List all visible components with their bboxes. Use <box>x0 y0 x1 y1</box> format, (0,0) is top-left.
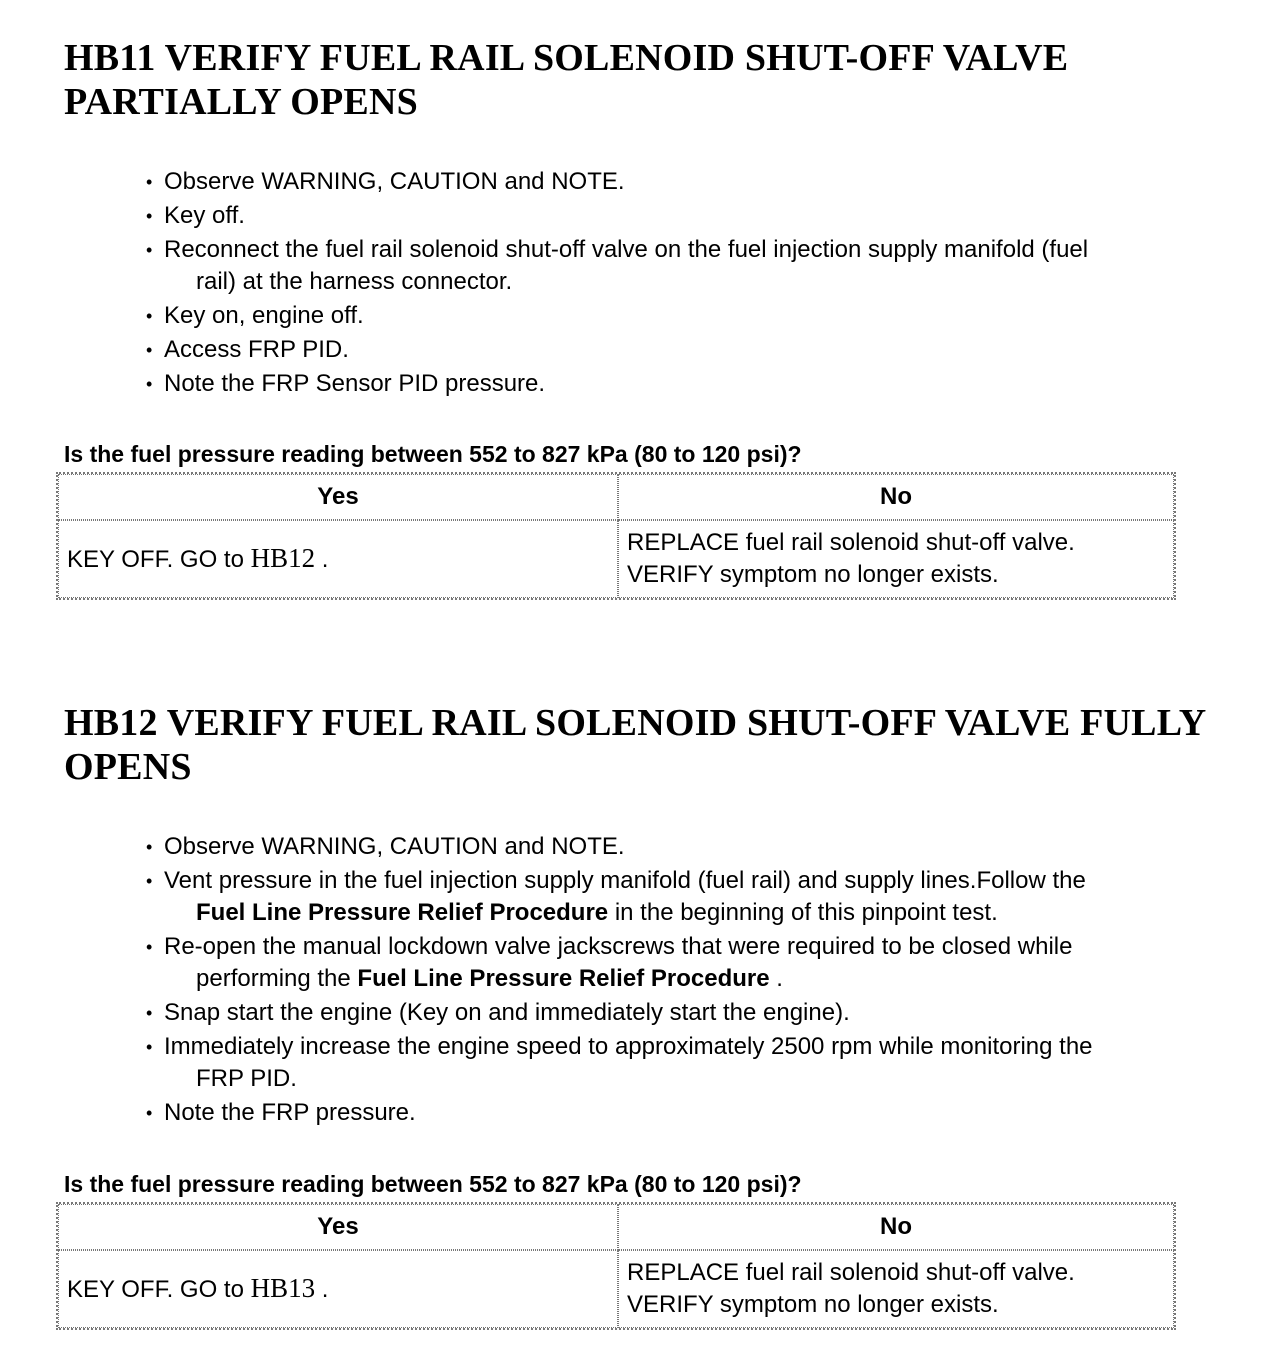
bullet-icon: • <box>146 1003 153 1023</box>
hb12-result-table <box>56 1202 1176 1330</box>
hb12-link[interactable]: HB12 <box>250 543 316 573</box>
table-row <box>58 1250 1174 1328</box>
no-header: No <box>618 1204 1174 1250</box>
yes-cell: KEY OFF. GO to HB12 . <box>58 520 618 598</box>
yes-header: Yes <box>58 1204 618 1250</box>
bullet-icon: • <box>146 206 153 226</box>
bullet-icon: • <box>146 306 153 326</box>
hb11-step-list <box>146 166 1256 402</box>
bullet-icon: • <box>146 871 153 891</box>
list-item: • Reconnect the fuel rail solenoid shut-off valve on the fuel injection supply manifold (fuel rail) at the harness connector. <box>146 236 1089 295</box>
bullet-icon: • <box>146 1037 153 1057</box>
list-item: • Access FRP PID. <box>146 334 1256 366</box>
procedure-reference: Fuel Line Pressure Relief Procedure <box>357 965 770 992</box>
hb11-question: Is the fuel pressure reading between 552 to 827 kPa (80 to 120 psi)? <box>64 441 802 467</box>
table-header-row <box>58 1204 1174 1250</box>
hb11-result-table <box>56 472 1176 600</box>
no-header: No <box>618 474 1174 520</box>
list-item: • Note the FRP Sensor PID pressure. <box>146 368 1256 400</box>
list-item: • Key on, engine off. <box>146 300 1256 332</box>
no-cell: REPLACE fuel rail solenoid shut-off valve. VERIFY symptom no longer exists. <box>618 520 1174 598</box>
hb12-step-list <box>146 831 1256 1131</box>
yes-header: Yes <box>58 474 618 520</box>
hb11-heading: HB11 VERIFY FUEL RAIL SOLENOID SHUT-OFF VALVE PARTIALLY OPENS <box>64 37 1069 123</box>
table-row <box>58 520 1174 598</box>
bullet-icon: • <box>146 172 153 192</box>
bullet-icon: • <box>146 340 153 360</box>
bullet-icon: • <box>146 374 153 394</box>
list-item: • Re-open the manual lockdown valve jackscrews that were required to be closed while performing the Fuel Line Pressure Relief Procedure . <box>146 933 1073 992</box>
list-item: • Snap start the engine (Key on and immediately start the engine). <box>146 997 1256 1029</box>
yes-cell: KEY OFF. GO to HB13 . <box>58 1250 618 1328</box>
procedure-reference: Fuel Line Pressure Relief Procedure <box>196 899 609 926</box>
bullet-icon: • <box>146 837 153 857</box>
list-item: • Key off. <box>146 200 1256 232</box>
list-item: • Note the FRP pressure. <box>146 1097 1256 1129</box>
list-item: • Immediately increase the engine speed to approximately 2500 rpm while monitoring the FRP PID. <box>146 1033 1093 1092</box>
list-item: • Observe WARNING, CAUTION and NOTE. <box>146 831 1256 863</box>
bullet-icon: • <box>146 1103 153 1123</box>
table-header-row <box>58 474 1174 520</box>
bullet-icon: • <box>146 937 153 957</box>
no-cell: REPLACE fuel rail solenoid shut-off valve. VERIFY symptom no longer exists. <box>618 1250 1174 1328</box>
hb12-question: Is the fuel pressure reading between 552 to 827 kPa (80 to 120 psi)? <box>64 1171 802 1197</box>
hb13-link[interactable]: HB13 <box>250 1273 316 1303</box>
hb12-heading: HB12 VERIFY FUEL RAIL SOLENOID SHUT-OFF VALVE FULLY OPENS <box>64 702 1206 788</box>
bullet-icon: • <box>146 240 153 260</box>
list-item: • Observe WARNING, CAUTION and NOTE. <box>146 166 1256 198</box>
list-item: • Vent pressure in the fuel injection supply manifold (fuel rail) and supply lines.Follow the Fuel Line Pressure Relief Procedure in the beginning of this pinpoint test. <box>146 867 1086 926</box>
